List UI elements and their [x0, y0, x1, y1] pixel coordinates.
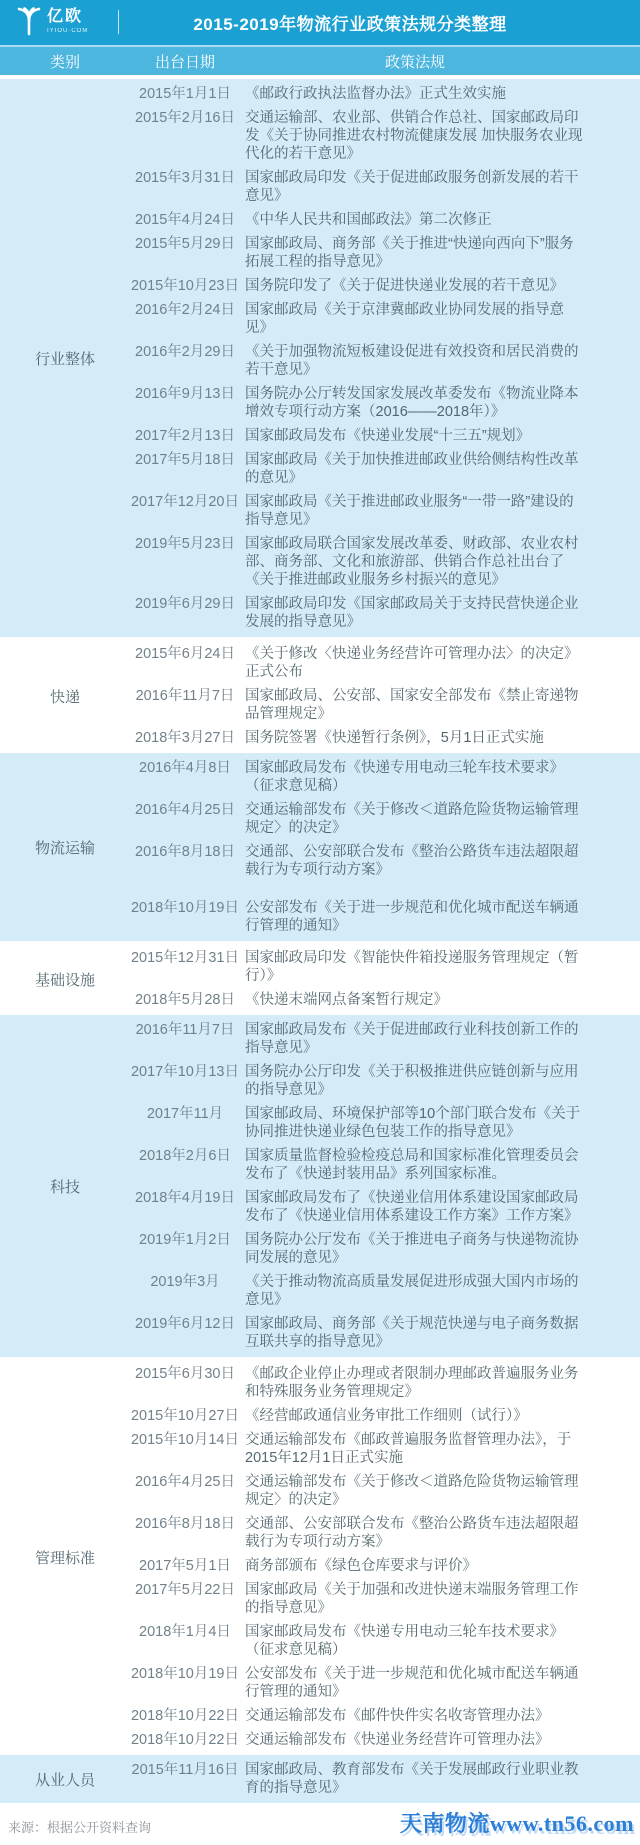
row-date: 2018年10月22日 — [130, 1708, 239, 1724]
row-date: 2016年2月24日 — [135, 302, 235, 318]
table-row — [130, 1704, 640, 1728]
row-policy: 国家邮政局发布《快递业发展“十三五”规划》 — [245, 428, 531, 444]
row-policy: 国家质量监督检验检疫总局和国家标准化管理委员会发布了《快递封装用品》系列国家标准。 — [245, 1148, 579, 1182]
table-row — [130, 1362, 640, 1404]
row-policy: 商务部颁布《绿色仓库要求与评价》 — [245, 1558, 477, 1574]
row-policy: 国务院签署《快递暂行条例》，5月1日正式实施 — [245, 730, 544, 746]
table-row — [130, 208, 640, 232]
table-row — [130, 298, 640, 340]
source-note: 来源：根据公开资料查询 — [8, 1820, 152, 1835]
watermark: 天南物流www.tn56.com — [399, 1811, 634, 1836]
table-row — [130, 642, 640, 684]
row-date: 2015年2月16日 — [135, 110, 235, 126]
row-policy: 国家邮政局《关于京津冀邮政业协同发展的指导意见》 — [245, 302, 564, 336]
table-section — [0, 943, 640, 1015]
table-header — [0, 45, 640, 75]
row-policy: 《中华人民共和国邮政法》第二次修正 — [245, 212, 492, 228]
row-date: 2016年8月18日 — [135, 844, 235, 860]
row-date: 2016年8月18日 — [135, 1516, 235, 1532]
table-row — [130, 1428, 640, 1470]
row-date: 2015年4月24日 — [135, 212, 235, 228]
table-row — [130, 340, 640, 382]
row-policy: 国家邮政局、环境保护部等10个部门联合发布《关于协同推进快递业绿色包装工作的指导意见》 — [245, 1106, 581, 1140]
row-policy: 国务院办公厅发布《关于推进电子商务与快递物流协同发展的意见》 — [245, 1232, 579, 1266]
row-date: 2015年12月31日 — [130, 950, 239, 966]
row-policy: 国务院办公厅转发国家发展改革委发布《物流业降本增效专项行动方案（2016——2018年）》 — [245, 386, 579, 420]
row-date: 2017年10月13日 — [130, 1064, 239, 1080]
row-policy: 国家邮政局发布《快递专用电动三轮车技术要求》（征求意见稿） — [245, 760, 564, 794]
row-date: 2018年3月27日 — [135, 730, 235, 746]
table-row — [130, 1620, 640, 1662]
section-rows — [130, 1758, 640, 1800]
row-policy: 国家邮政局发布《快递专用电动三轮车技术要求》（征求意见稿） — [245, 1624, 564, 1658]
section-rows — [130, 1362, 640, 1752]
row-date: 2016年11月7日 — [135, 688, 235, 704]
table-section — [0, 1359, 640, 1755]
row-date: 2017年11月 — [146, 1106, 224, 1122]
row-date: 2015年1月1日 — [139, 86, 231, 102]
table-row — [130, 1662, 640, 1704]
table-row — [130, 1228, 640, 1270]
table-row — [130, 1312, 640, 1354]
row-date: 2015年6月30日 — [135, 1366, 235, 1382]
row-policy: 交通运输部、农业部、供销合作总社、国家邮政局印发《关于协同推进农村物流健康发展 加快服务农业现代化的若干意见》 — [245, 110, 583, 162]
row-date: 2018年2月6日 — [139, 1148, 231, 1164]
row-date: 2016年4月25日 — [135, 802, 235, 818]
table-row — [130, 424, 640, 448]
table-row — [130, 1270, 640, 1312]
row-policy: 国务院印发了《关于促进快递业发展的若干意见》 — [245, 278, 564, 294]
logo-brand-text: 亿欧 — [47, 8, 84, 25]
row-policy: 交通运输部发布《关于修改＜道路危险货物运输管理规定〉的决定》 — [245, 802, 579, 836]
table-row — [130, 274, 640, 298]
table-row — [130, 896, 640, 938]
table-section — [0, 753, 640, 943]
row-date: 2019年6月29日 — [135, 596, 235, 612]
row-policy: 交通部、公安部联合发布《整治公路货车违法超限超载行为专项行动方案》 — [245, 1516, 579, 1550]
row-date: 2018年10月19日 — [130, 900, 239, 916]
row-policy: 《邮政行政执法监督办法》正式生效实施 — [245, 86, 506, 102]
table-row — [130, 1512, 640, 1554]
row-date: 2018年1月4日 — [139, 1624, 231, 1640]
title-bar — [0, 0, 640, 45]
yiou-logo-icon — [16, 6, 42, 36]
row-policy: 《经营邮政通信业务审批工作细则（试行）》 — [245, 1408, 528, 1424]
category-label: 从业人员 — [34, 1771, 95, 1789]
row-date: 2018年10月19日 — [130, 1666, 239, 1682]
section-rows — [130, 82, 640, 634]
row-policy: 公安部发布《关于进一步规范和优化城市配送车辆通行管理的通知》 — [245, 900, 579, 934]
row-policy: 国务院办公厅印发《关于积极推进供应链创新与应用的指导意见》 — [245, 1064, 579, 1098]
row-policy: 公安部发布《关于进一步规范和优化城市配送车辆通行管理的通知》 — [245, 1666, 579, 1700]
row-date: 2015年10月14日 — [130, 1432, 239, 1448]
row-date: 2016年2月29日 — [135, 344, 235, 360]
row-policy: 《关于加强物流短板建设促进有效投资和居民消费的若干意见》 — [245, 344, 579, 378]
row-policy: 交通运输部发布《快递业务经营许可管理办法》 — [245, 1732, 550, 1748]
table-row — [130, 1728, 640, 1752]
page-title: 2015-2019年物流行业政策法规分类整理 — [193, 15, 507, 34]
table-row — [130, 840, 640, 882]
table-row — [130, 1554, 640, 1578]
table-row — [130, 1758, 640, 1800]
table-row — [130, 1404, 640, 1428]
row-policy: 《快递末端网点备案暂行规定》 — [245, 992, 448, 1008]
row-date: 2017年5月1日 — [139, 1558, 231, 1574]
row-date: 2017年12月20日 — [130, 494, 239, 510]
category-label: 基础设施 — [34, 971, 95, 989]
table-row — [130, 448, 640, 490]
row-date: 2017年2月13日 — [135, 428, 235, 444]
row-policy: 国家邮政局印发《国家邮政局关于支持民营快递企业发展的指导意见》 — [245, 596, 579, 630]
table-row — [130, 1018, 640, 1060]
section-rows — [130, 1018, 640, 1354]
row-policy: 交通运输部发布《邮政普遍服务监督管理办法》，于2015年12月1日正式实施 — [245, 1432, 572, 1466]
row-policy: 国家邮政局、教育部发布《关于发展邮政行业职业教育的指导意见》 — [245, 1762, 579, 1796]
table-row — [130, 166, 640, 208]
row-date: 2016年4月8日 — [139, 760, 231, 776]
row-date: 2016年9月13日 — [135, 386, 235, 402]
section-rows — [130, 642, 640, 750]
row-policy: 国家邮政局、公安部、国家安全部发布《禁止寄递物品管理规定》 — [245, 688, 579, 722]
column-header-date: 出台日期 — [154, 53, 215, 71]
brand-logo — [16, 6, 88, 36]
table-row — [130, 1060, 640, 1102]
row-policy: 国家邮政局发布了《快递业信用体系建设国家邮政局发布了《快递业信用体系建设工作方案》工作方案》 — [245, 1190, 579, 1224]
row-date: 2017年5月22日 — [135, 1582, 235, 1598]
row-date: 2019年3月 — [150, 1274, 220, 1290]
footer — [0, 1805, 640, 1845]
section-rows — [130, 946, 640, 1012]
table-section — [0, 79, 640, 639]
category-label: 行业整体 — [34, 350, 95, 368]
table-row — [130, 756, 640, 798]
row-date: 2018年10月22日 — [130, 1732, 239, 1748]
row-policy: 国家邮政局印发《关于促进邮政服务创新发展的若干意见》 — [245, 170, 579, 204]
row-policy: 国家邮政局发布《关于促进邮政行业科技创新工作的指导意见》 — [245, 1022, 579, 1056]
table-row — [130, 382, 640, 424]
category-label: 管理标准 — [34, 1549, 95, 1567]
logo-domain-text: IYIOU·COM — [47, 28, 89, 34]
row-date: 2016年11月7日 — [135, 1022, 235, 1038]
row-date: 2015年5月29日 — [135, 236, 235, 252]
row-date: 2015年3月31日 — [135, 170, 235, 186]
table-section — [0, 639, 640, 753]
table-row — [130, 1578, 640, 1620]
row-policy: 《关于推动物流高质量发展促进形成强大国内市场的意见》 — [245, 1274, 579, 1308]
table-row — [130, 106, 640, 166]
table-row — [130, 946, 640, 988]
row-date: 2018年5月28日 — [135, 992, 235, 1008]
table-row — [130, 1470, 640, 1512]
logo-words — [47, 6, 88, 34]
row-date: 2019年5月23日 — [135, 536, 235, 552]
table-row — [130, 1102, 640, 1144]
table-row — [130, 232, 640, 274]
row-date: 2015年10月23日 — [130, 278, 239, 294]
table-row — [130, 82, 640, 106]
row-policy: 国家邮政局、商务部《关于规范快递与电子商务数据互联共享的指导意见》 — [245, 1316, 579, 1350]
row-date: 2019年1月2日 — [139, 1232, 231, 1248]
table-row — [130, 798, 640, 840]
table-row — [130, 726, 640, 750]
table-row — [130, 532, 640, 592]
table-row — [130, 988, 640, 1012]
table-row — [130, 1186, 640, 1228]
row-policy: 国家邮政局联合国家发展改革委、财政部、农业农村部、商务部、文化和旅游部、供销合作总社出台了《关于推进邮政业服务乡村振兴的意见》 — [245, 536, 579, 588]
row-policy: 交通运输部发布《关于修改＜道路危险货物运输管理规定〉的决定》 — [245, 1474, 579, 1508]
row-date: 2015年6月24日 — [135, 646, 235, 662]
table-section — [0, 1755, 640, 1805]
table-section — [0, 1015, 640, 1359]
section-rows — [130, 756, 640, 938]
row-date: 2017年5月18日 — [135, 452, 235, 468]
column-header-policy: 政策法规 — [384, 53, 445, 71]
row-date: 2019年6月12日 — [135, 1316, 235, 1332]
table-row — [130, 592, 640, 634]
row-date: 2015年11月16日 — [131, 1762, 239, 1778]
row-policy: 交通运输部发布《邮件快件实名收寄管理办法》 — [245, 1708, 550, 1724]
category-label: 快递 — [49, 688, 80, 706]
row-policy: 国家邮政局《关于加快推进邮政业供给侧结构性改革的意见》 — [245, 452, 579, 486]
table-row — [130, 490, 640, 532]
row-policy: 《邮政企业停止办理或者限制办理邮政普遍服务业务和特殊服务业务管理规定》 — [245, 1366, 579, 1400]
row-date: 2015年10月27日 — [130, 1408, 239, 1424]
row-policy: 国家邮政局《关于推进邮政业服务“一带一路”建设的指导意见》 — [245, 494, 574, 528]
category-label: 物流运输 — [34, 839, 95, 857]
row-policy: 国家邮政局印发《智能快件箱投递服务管理规定（暂行）》 — [245, 950, 579, 984]
policy-table-body — [0, 79, 640, 1805]
logo-divider — [118, 10, 119, 34]
table-row — [130, 684, 640, 726]
row-policy: 国家邮政局、商务部《关于推进“快递向西向下”服务拓展工程的指导意见》 — [245, 236, 574, 270]
row-policy: 国家邮政局《关于加强和改进快递末端服务管理工作的指导意见》 — [245, 1582, 579, 1616]
row-date: 2018年4月19日 — [135, 1190, 235, 1206]
category-label: 科技 — [49, 1178, 80, 1196]
row-policy: 交通部、公安部联合发布《整治公路货车违法超限超载行为专项行动方案》 — [245, 844, 579, 878]
table-row — [130, 1144, 640, 1186]
row-policy: 《关于修改〈快递业务经营许可管理办法〉的决定》正式公布 — [245, 646, 579, 680]
column-header-category: 类别 — [49, 53, 80, 71]
row-date: 2016年4月25日 — [135, 1474, 235, 1490]
